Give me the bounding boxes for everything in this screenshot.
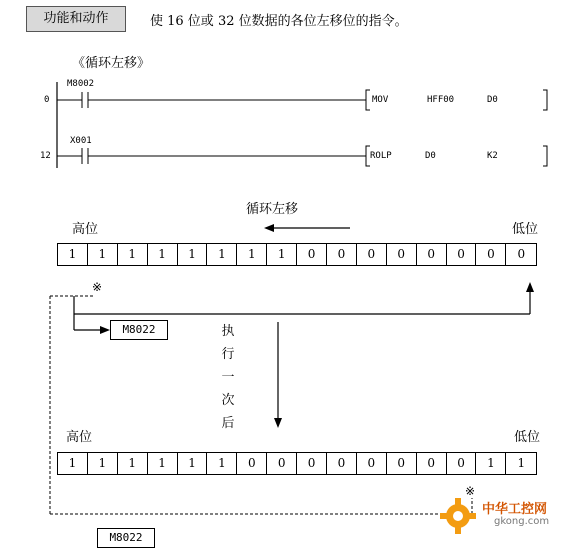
before-bit-cell: 1	[207, 244, 237, 265]
before-bit-cell: 1	[267, 244, 297, 265]
exec-char-4: 次	[221, 393, 235, 408]
after-bit-cell: 1	[58, 453, 88, 474]
exec-once-text	[220, 320, 236, 435]
bits-before-row	[57, 243, 537, 266]
carry-flag-m8022-bottom: M8022	[97, 528, 155, 548]
after-bit-cell: 1	[476, 453, 506, 474]
high-bit-label-bottom: 高位	[66, 430, 93, 445]
high-bit-label-top: 高位	[72, 222, 99, 237]
before-bit-cell: 1	[148, 244, 178, 265]
before-bit-cell: 0	[357, 244, 387, 265]
operand-hff00: HFF00	[427, 95, 455, 105]
before-bit-cell: 0	[447, 244, 477, 265]
carry-mark-bottom: ※	[465, 484, 476, 498]
exec-char-2: 行	[221, 347, 235, 362]
exec-char-1: 执	[221, 324, 235, 339]
operand-d0-dest: D0	[487, 95, 498, 105]
after-bit-cell: 1	[178, 453, 208, 474]
low-bit-label-bottom: 低位	[514, 430, 541, 445]
after-bit-cell: 0	[447, 453, 477, 474]
operand-d0: D0	[425, 151, 436, 161]
carry-mark-top: ※	[92, 280, 103, 294]
before-bit-cell: 0	[297, 244, 327, 265]
after-bit-cell: 0	[237, 453, 267, 474]
section-subtitle: 《循环左移》	[72, 56, 151, 71]
instr-rolp: ROLP	[370, 151, 392, 161]
rotate-left-label: 循环左移	[246, 202, 299, 217]
after-bit-cell: 1	[148, 453, 178, 474]
before-bit-cell: 1	[88, 244, 118, 265]
instruction-description: 使 16 位或 32 位数据的各位左移位的指令。	[150, 14, 408, 29]
watermark-cn-text: 中华工控网	[482, 502, 548, 517]
after-bit-cell: 1	[118, 453, 148, 474]
watermark-url-text: gkong.com	[494, 516, 550, 527]
before-bit-cell: 1	[118, 244, 148, 265]
operand-k2: K2	[487, 151, 498, 161]
after-bit-cell: 0	[357, 453, 387, 474]
instr-mov: MOV	[372, 95, 389, 105]
exec-char-5: 后	[221, 416, 235, 431]
after-bit-cell: 0	[267, 453, 297, 474]
after-bit-cell: 0	[387, 453, 417, 474]
before-bit-cell: 0	[476, 244, 506, 265]
before-bit-cell: 1	[178, 244, 208, 265]
after-bit-cell: 0	[327, 453, 357, 474]
gear-icon	[438, 496, 478, 536]
step-number-0: 0	[44, 95, 50, 105]
contact-x001: X001	[70, 136, 92, 146]
exec-char-3: 一	[221, 370, 235, 385]
after-bit-cell: 1	[517, 456, 526, 470]
before-bit-cell: 1	[237, 244, 267, 265]
after-bit-cell: 0	[297, 453, 327, 474]
low-bit-label-top: 低位	[512, 222, 539, 237]
before-bit-cell: 0	[417, 244, 447, 265]
step-number-12: 12	[40, 151, 51, 161]
bits-after-row	[57, 452, 537, 475]
before-bit-cell: 1	[58, 244, 88, 265]
after-bit-cell: 1	[207, 453, 237, 474]
before-bit-cell: 0	[327, 244, 357, 265]
function-action-label: 功能和动作	[26, 6, 126, 32]
gkong-watermark-logo	[436, 492, 564, 540]
contact-m8002: M8002	[67, 79, 95, 89]
after-bit-cell: 0	[417, 453, 447, 474]
carry-flag-m8022-top: M8022	[110, 320, 168, 340]
before-bit-cell: 0	[387, 244, 417, 265]
before-bit-cell: 0	[517, 247, 526, 261]
after-bit-cell: 1	[88, 453, 118, 474]
